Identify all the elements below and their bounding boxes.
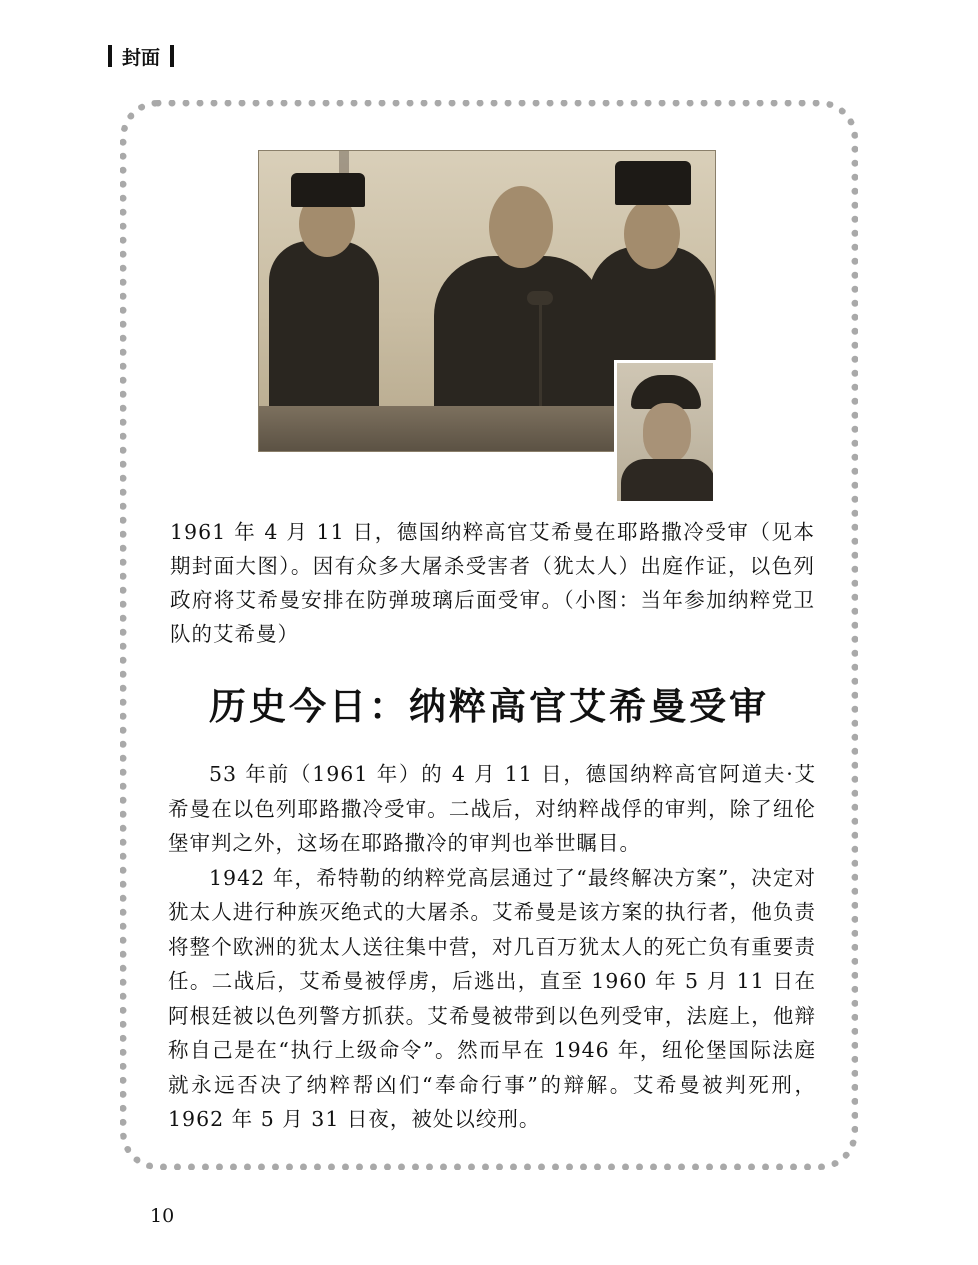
article-title: 历史今日：纳粹高官艾希曼受审 <box>209 684 769 728</box>
header-bar-left <box>108 45 112 67</box>
page-number: 10 <box>150 1205 175 1227</box>
header-bar-right <box>170 45 174 67</box>
portrait-inset-photo <box>614 360 716 504</box>
microphone-stand <box>539 301 542 411</box>
article-body <box>168 757 816 1137</box>
portrait-face <box>643 403 691 463</box>
microphone-head <box>527 291 553 305</box>
portrait-uniform <box>621 459 715 504</box>
guard-left-cap <box>291 173 365 207</box>
paragraph: 53 年前（1961 年）的 4 月 11 日，德国纳粹高官阿道夫·艾希曼在以色列耶路撒冷受审。二战后，对纳粹战俘的审判，除了纽伦堡审判之外，这场在耶路撒冷的审判也举世瞩目。 <box>168 762 816 855</box>
section-label: 封面 <box>122 46 161 69</box>
section-header <box>108 42 174 70</box>
guard-right-cap <box>615 161 691 205</box>
guard-right-head <box>624 199 680 269</box>
defendant-head <box>489 186 553 268</box>
photo-caption: 1961 年 4 月 11 日，德国纳粹高官艾希曼在耶路撒冷受审（见本期封面大图）。因有众多大屠杀受害者（犹太人）出庭作证，以色列政府将艾希曼安排在防弹玻璃后面受审。（小图：当年参加纳粹党卫队的艾希曼） <box>170 520 815 646</box>
paragraph: 1942 年，希特勒的纳粹党高层通过了“最终解决方案”，决定对犹太人进行种族灭绝式的大屠杀。艾希曼是该方案的执行者，他负责将整个欧洲的犹太人送往集中营，对几百万犹太人的死亡负有重要责任。二战后，艾希曼被俘虏，后逃出，直至 1960 年 5 月 11 日在阿根廷被以色列警方抓获。艾希曼被带到以色列受审，法庭上，他辩称自己是在“执行上级命令”。然而早在 1946 年，纽伦堡国际法庭就永远否决了纳粹帮凶们“奉命行事”的辩解。艾希曼被判死刑，1962 年 5 月 31 日夜，被处以绞刑。 <box>168 865 816 1131</box>
